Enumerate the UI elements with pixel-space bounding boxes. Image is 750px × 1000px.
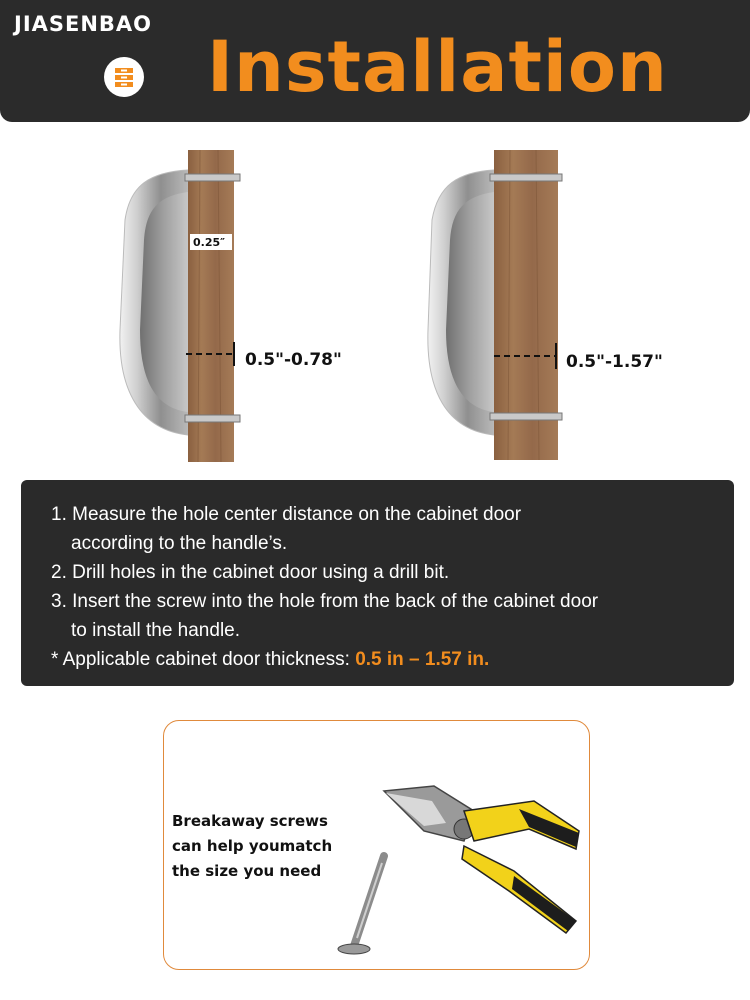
breakaway-screw-icon (338, 856, 384, 954)
step-1-line-1: 1. Measure the hole center distance on the cabinet door (51, 504, 522, 525)
step-1 (51, 500, 734, 558)
step-3-line-1: 3. Insert the screw into the hole from the back of the cabinet door (51, 591, 599, 612)
thickness-note (51, 645, 734, 674)
header-banner (0, 0, 750, 122)
thickness-label-small: 0.25″ (193, 236, 226, 249)
caption-line-1: Breakaway screws (172, 812, 328, 830)
note-prefix: * Applicable cabinet door thickness: (51, 649, 356, 670)
left-handle-illustration (120, 150, 342, 462)
step-3-line-2: to install the handle. (71, 620, 241, 641)
right-range-label: 0.5"-1.57" (566, 352, 663, 372)
right-handle-illustration (428, 150, 663, 460)
pliers-icon (314, 771, 584, 961)
page-title: Installation (207, 26, 668, 108)
installation-diagram (0, 130, 750, 475)
step-3 (51, 587, 734, 645)
breakaway-screw-panel (163, 720, 590, 970)
left-range-label: 0.5"-0.78" (245, 350, 342, 370)
drawer-icon (104, 57, 144, 97)
step-2: 2. Drill holes in the cabinet door using a drill bit. (51, 562, 450, 583)
note-suffix: . (484, 649, 490, 670)
instructions-panel (21, 480, 734, 686)
caption-line-2: can help youmatch (172, 837, 333, 855)
brand-logo: JIASENBAO (14, 12, 153, 36)
step-1-line-2: according to the handle’s. (71, 533, 288, 554)
note-value: 0.5 in – 1.57 in (355, 649, 485, 670)
caption-line-3: the size you need (172, 862, 322, 880)
